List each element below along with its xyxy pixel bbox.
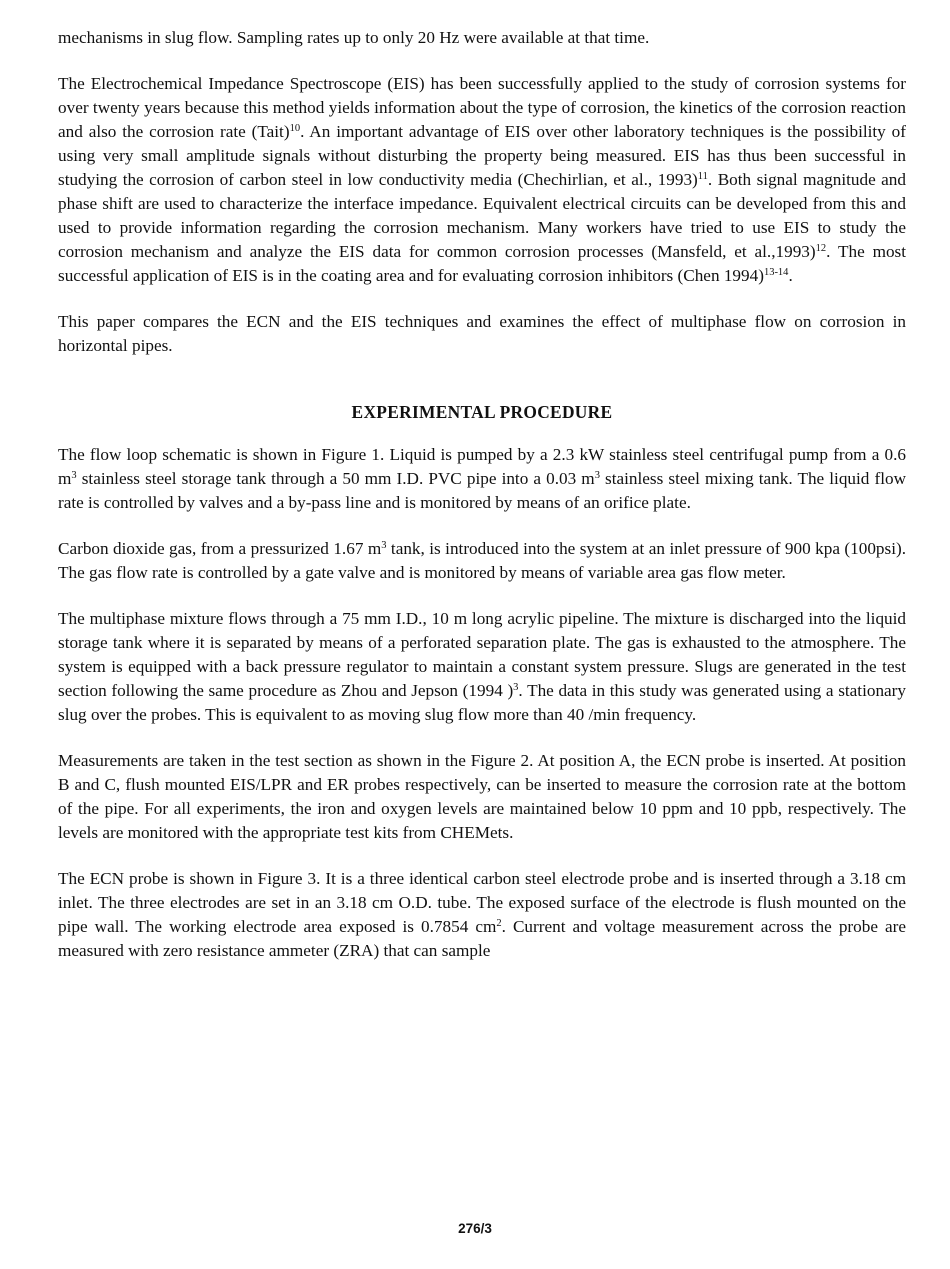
paper-page <box>58 26 906 963</box>
paragraph-flow-loop: The flow loop schematic is shown in Figure 1. Liquid is pumped by a 2.3 kW stainless steel centrifugal pump from a 0.6 $m^3$ stainless steel storage tank through a 50 mm I.D. PVC pipe into a 0.03 $m^3$ stainless steel mixing tank. The liquid flow rate is controlled by valves and a by-pass line and is monitored by means of an orifice plate. <box>58 445 906 512</box>
citation-11: 11 <box>697 171 708 182</box>
section-heading-experimental-procedure: EXPERIMENTAL PROCEDURE <box>351 402 613 422</box>
page-number: 276/3 <box>458 1221 492 1236</box>
paragraph-multiphase-mixture: The multiphase mixture flows through a 75 mm I.D., 10 m long acrylic pipeline. The mixture is discharged into the liquid storage tank where it is separated by means of a perforated separation plate. The gas is exhausted to the atmosphere. The system is equipped with a back pressure regulator to maintain a constant system pressure. Slugs are generated in the test section following the same procedure as Zhou and Jepson (1994 )$^3$. The data in this study was generated using a stationary slug over the probes. This is equivalent to as moving slug flow more than 40 /min frequency. <box>58 609 906 724</box>
paragraph-co2-gas: Carbon dioxide gas, from a pressurized 1.67 $m^3$ tank, is introduced into the system at an inlet pressure of 900 kpa (100psi). The gas flow rate is controlled by a gate valve and is monitored by means of variable area gas flow meter. <box>58 539 906 582</box>
citation-3: 3 <box>513 682 519 693</box>
superscript: 3 <box>71 470 77 481</box>
paragraph-paper-scope: This paper compares the ECN and the EIS techniques and examines the effect of multiphase flow on corrosion in horizontal pipes. <box>58 312 906 355</box>
superscript: 2 <box>496 918 502 929</box>
paragraph-measurements: Measurements are taken in the test section as shown in the Figure 2. At position A, the ECN probe is inserted. At position B and C, flush mounted EIS/LPR and ER probes respectively, can be inserted to measure the corrosion rate at the bottom of the pipe. For all experiments, the iron and oxygen levels are maintained below 10 ppm and 10 ppb, respectively. The levels are monitored with the appropriate test kits from CHEMets. <box>58 751 906 842</box>
paragraph-ecn-probe: The ECN probe is shown in Figure 3. It is a three identical carbon steel electrode probe and is inserted through a 3.18 cm inlet. The three electrodes are set in an 3.18 cm O.D. tube. The exposed surface of the electrode is flush mounted on the pipe wall. The working electrode area exposed is 0.7854 $cm^2$. Current and voltage measurement across the probe are measured with zero resistance ammeter (ZRA) that can sample <box>58 869 906 960</box>
citation-12: 12 <box>815 243 827 254</box>
citation-10: 10 <box>289 123 301 134</box>
paragraph-eis-background: The Electrochemical Impedance Spectroscope (EIS) has been successfully applied to the study of corrosion systems for over twenty years because this method yields information about the type of corrosion, the kinetics of the corrosion reaction and also the corrosion rate (Tait)$^{10}$. An important advantage of EIS over other laboratory techniques is the possibility of using very small amplitude signals without disturbing the property being measured. EIS has thus been successful in studying the corrosion of carbon steel in low conductivity media (Chechirlian, et al., 1993)$^{11}$. Both signal magnitude and phase shift are used to characterize the interface impedance. Equivalent electrical circuits can be developed from this and used to provide information regarding the corrosion mechanism. Many workers have tried to use EIS to study the corrosion mechanism and analyze the EIS data for common corrosion processes (Mansfeld, et al.,1993)$^{12}$. The most successful application of EIS is in the coating area and for evaluating corrosion inhibitors (Chen 1994)$^{13-14}$. <box>58 74 907 285</box>
superscript: 3 <box>381 540 387 551</box>
paragraph-intro-continuation: mechanisms in slug flow. Sampling rates up to only 20 Hz were available at that time. <box>58 28 650 47</box>
citation-13-14: 13-14 <box>763 267 789 278</box>
superscript: 3 <box>594 470 600 481</box>
